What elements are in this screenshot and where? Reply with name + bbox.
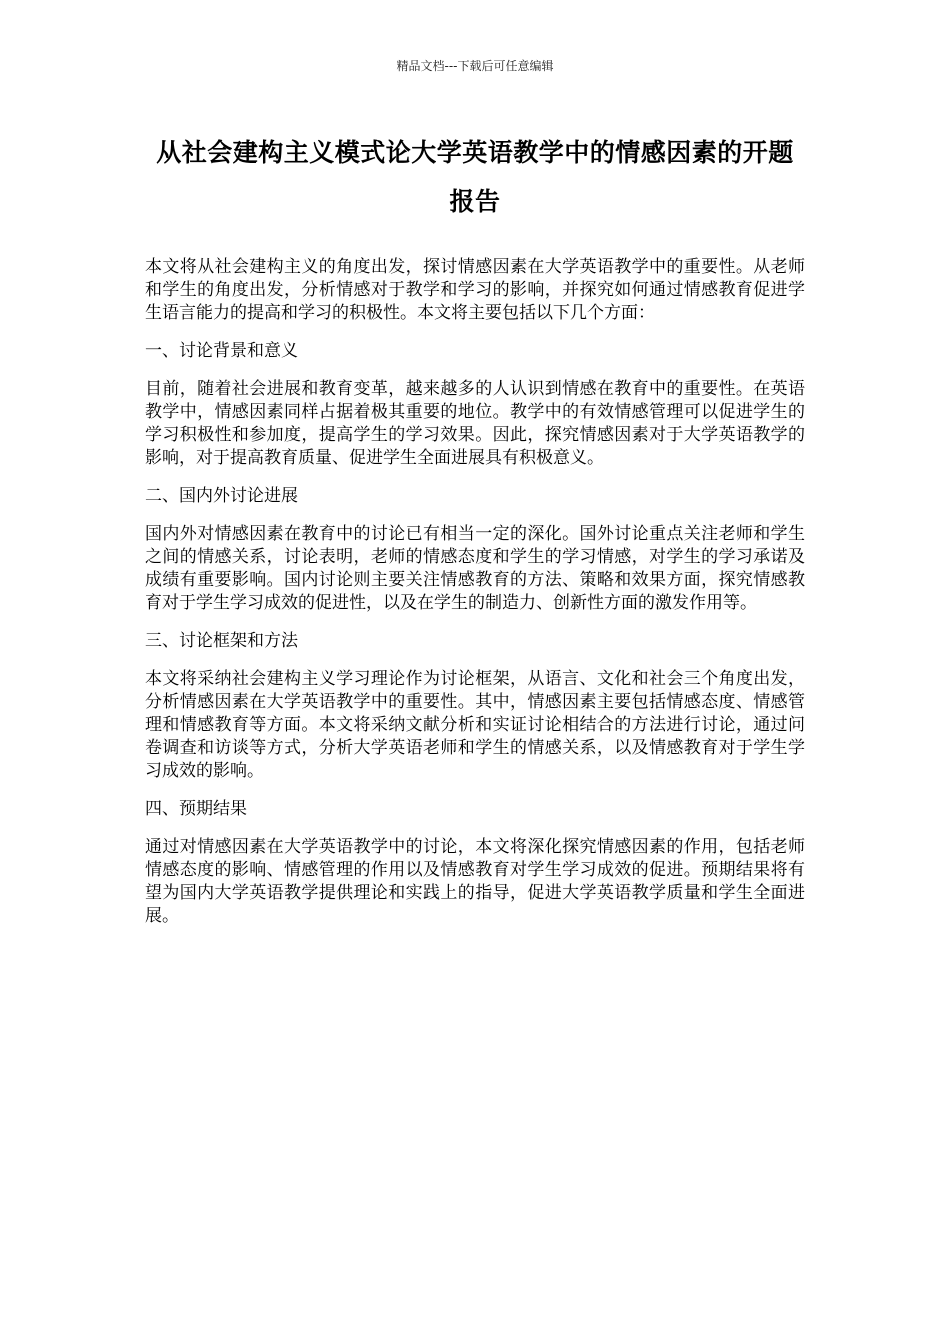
section-heading-framework-method: 三、讨论框架和方法 xyxy=(145,631,298,651)
section-paragraph-background: 目前，随着社会进展和教育变革，越来越多的人认识到情感在教育中的重要性。在英语教学中，情感因素同样占据着极其重要的地位。教学中的有效情感管理可以促进学生的学习积极性和参加度，提高学生的学习效果。因此，探究情感因素对于大学英语教学的影响，对于提高教育质量、促进学生全面进展具有积极意义。 xyxy=(145,379,805,468)
section-heading-research-progress: 二、国内外讨论进展 xyxy=(145,486,298,506)
page-header: 精品文档---下载后可任意编辑 xyxy=(396,59,554,73)
document-body xyxy=(145,256,805,943)
section-paragraph-expected-results: 通过对情感因素在大学英语教学中的讨论，本文将深化探究情感因素的作用，包括老师情感态度的影响、情感管理的作用以及情感教育对学生学习成效的促进。预期结果将有望为国内大学英语教学提供理论和实践上的指导，促进大学英语教学质量和学生全面进展。 xyxy=(145,837,805,926)
section-heading-background: 一、讨论背景和意义 xyxy=(145,341,298,361)
section-paragraph-research-progress: 国内外对情感因素在教育中的讨论已有相当一定的深化。国外讨论重点关注老师和学生之间的情感关系，讨论表明，老师的情感态度和学生的学习情感，对学生的学习承诺及成绩有重要影响。国内讨论则主要关注情感教育的方法、策略和效果方面，探究情感教育对于学生学习成效的促进性，以及在学生的制造力、创新性方面的激发作用等。 xyxy=(145,524,805,613)
intro-paragraph: 本文将从社会建构主义的角度出发，探讨情感因素在大学英语教学中的重要性。从老师和学生的角度出发，分析情感对于教学和学习的影响，并探究如何通过情感教育促进学生语言能力的提高和学习的积极性。本文将主要包括以下几个方面： xyxy=(145,257,805,323)
document-title: 从社会建构主义模式论大学英语教学中的情感因素的开题报告 xyxy=(156,138,794,216)
section-heading-expected-results: 四、预期结果 xyxy=(145,799,247,819)
section-paragraph-framework-method: 本文将采纳社会建构主义学习理论作为讨论框架，从语言、文化和社会三个角度出发，分析情感因素在大学英语教学中的重要性。其中，情感因素主要包括情感态度、情感管理和情感教育等方面。本文将采纳文献分析和实证讨论相结合的方法进行讨论，通过问卷调查和访谈等方式，分析大学英语老师和学生的情感关系，以及情感教育对于学生学习成效的影响。 xyxy=(145,669,805,781)
